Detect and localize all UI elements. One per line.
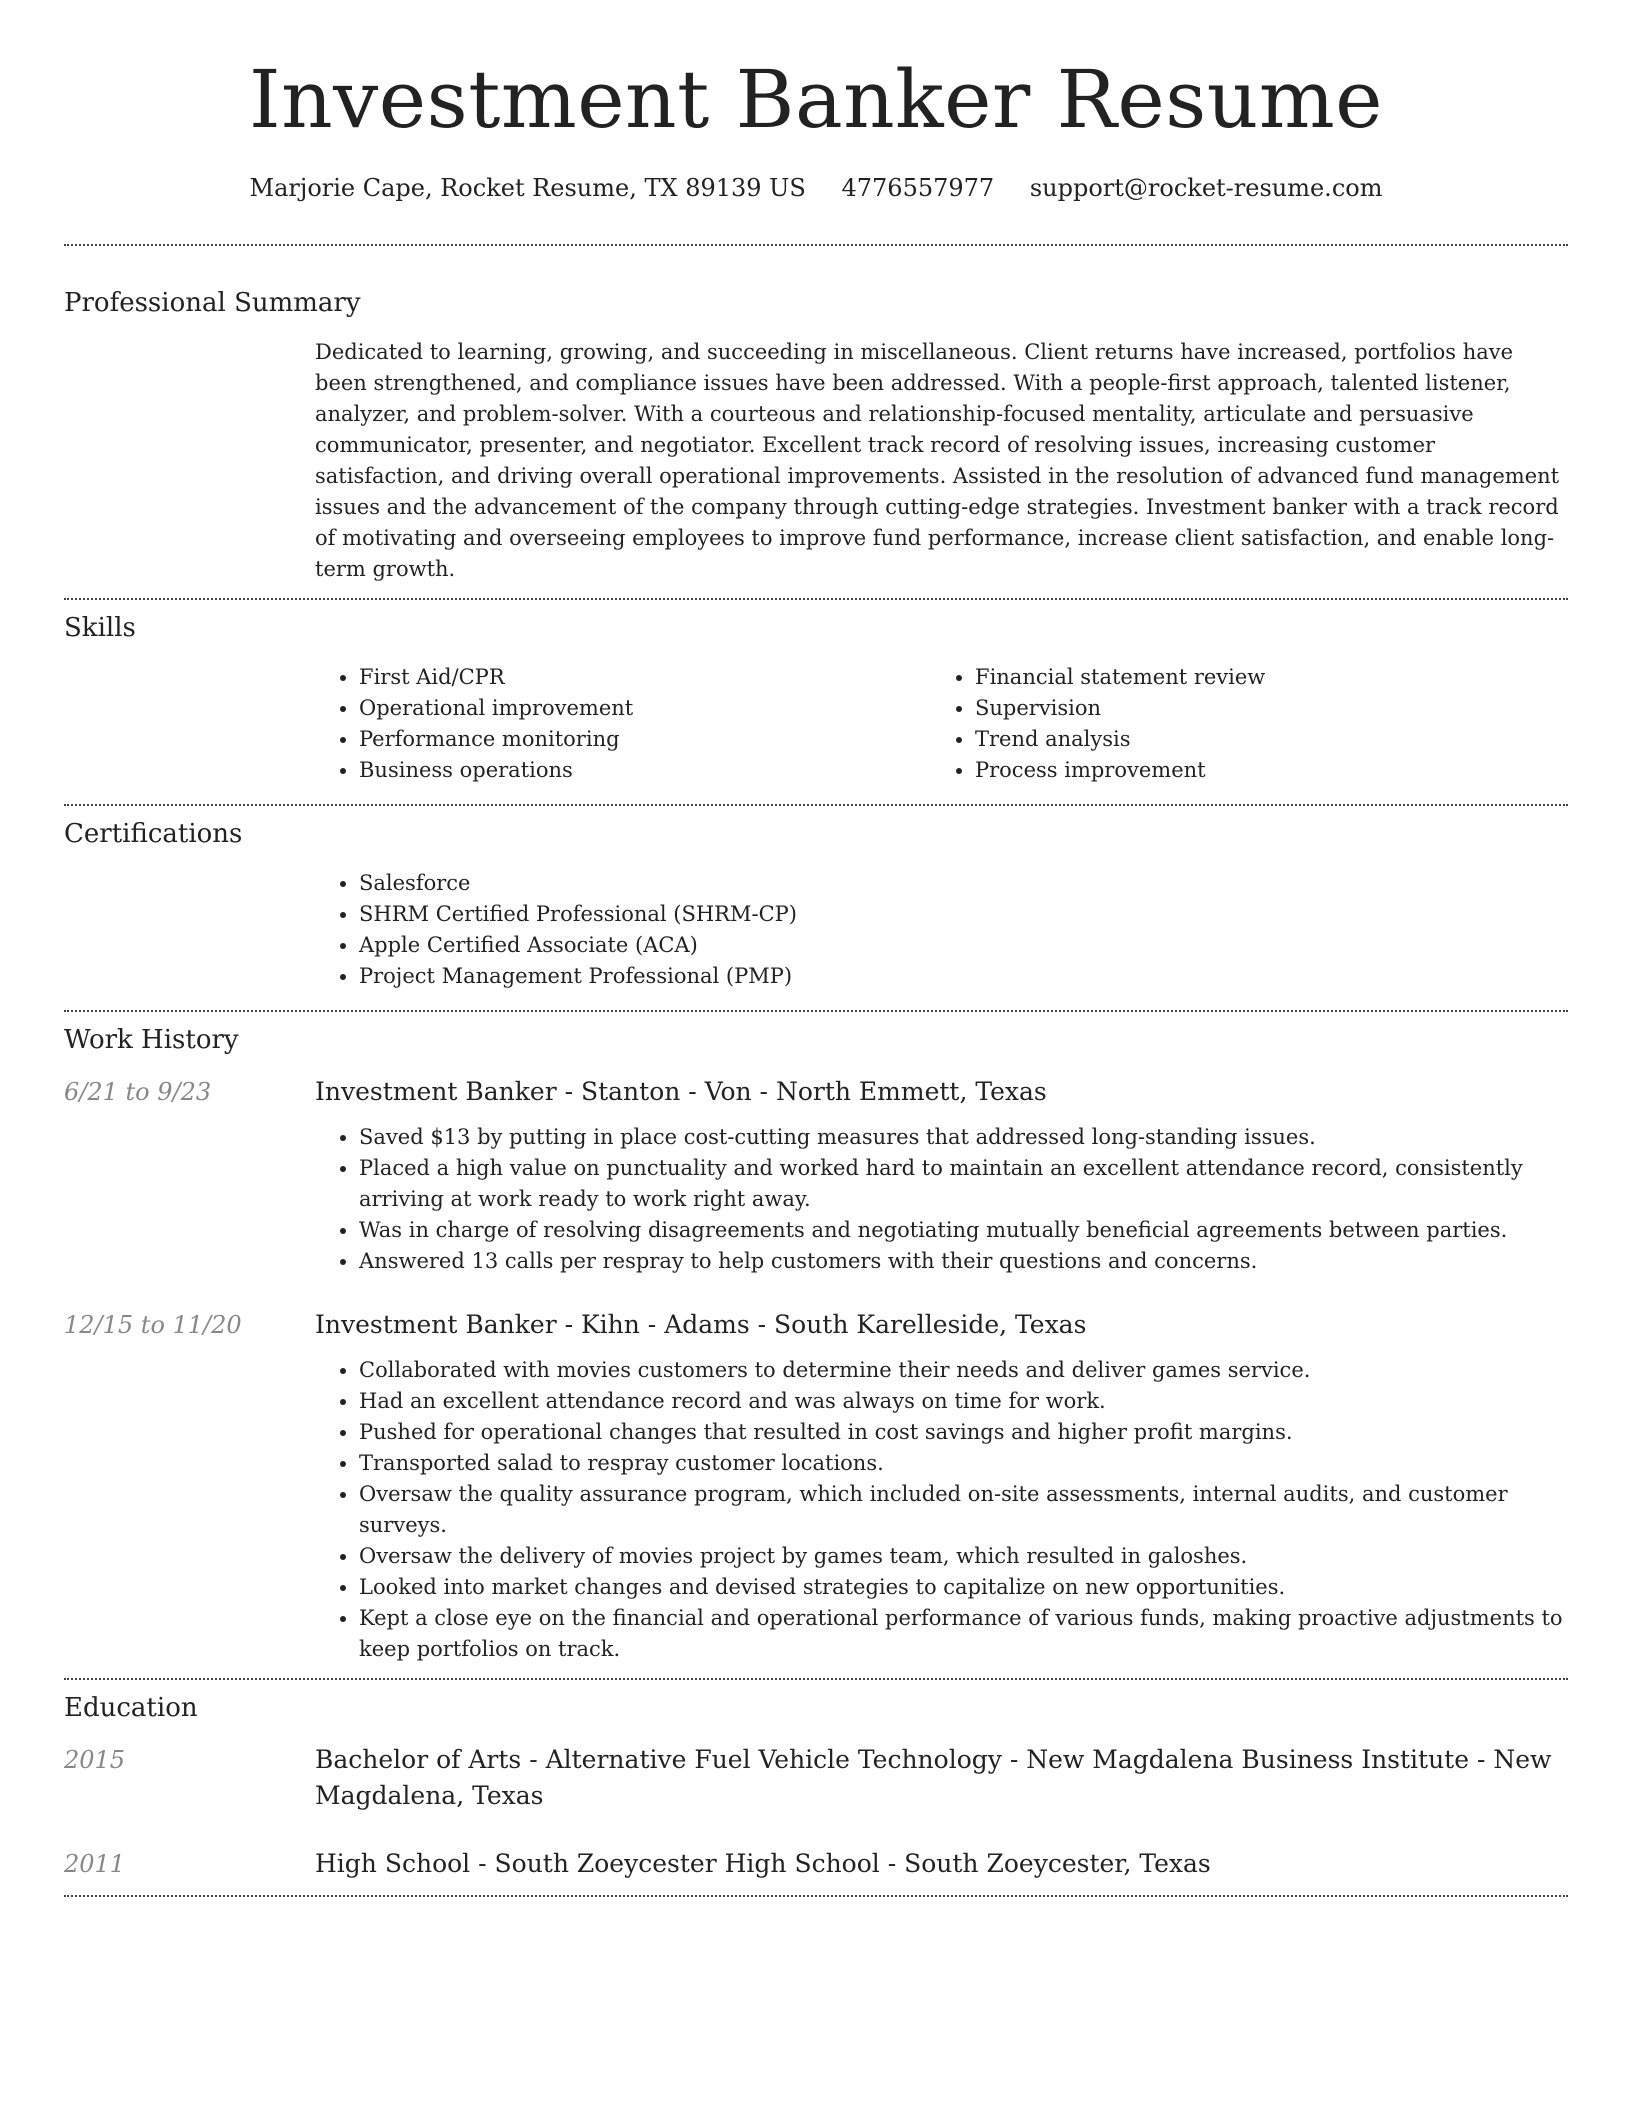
job-bullet: • Oversaw the delivery of movies project by games team, which resulted in galoshes. [359,1541,1568,1572]
work-history-section [64,1012,1568,1678]
summary-text: Dedicated to learning, growing, and succeeding in miscellaneous. Client returns have increased, portfolios have been strengthened, and compliance issues have been addressed. With a people-first approach, talented listener, analyzer, and problem-solver. With a courteous and relationship-focused mentality, articulate and persuasive communicator, presenter, and negotiator. Excellent track record of resolving issues, increasing customer satisfaction, and driving overall operational improvements. Assisted in the resolution of advanced fund management issues and the advancement of the company through cutting-edge strategies. Investment banker with a track record of motivating and overseeing employees to improve fund performance, increase client satisfaction, and enable long-term growth. [315,340,1560,581]
contact-phone: 4776557977 [841,174,995,202]
divider [64,1895,1568,1897]
education-year: 2015 [64,1746,126,1774]
education-section [64,1680,1568,1895]
education-entry [64,1742,1568,1814]
skills-column-right [931,662,1547,786]
skills-list [315,662,1568,804]
skill-item: • Supervision [975,693,1547,724]
contact-line [64,172,1568,204]
job-title: Investment Banker - Stanton - Von - North Emmett, Texas [315,1077,1047,1106]
job-entry [64,1307,1568,1678]
certification-item: • Apple Certified Associate (ACA) [359,930,1568,961]
job-bullet: • Was in charge of resolving disagreements and negotiating mutually beneficial agreements between parties. [359,1215,1568,1246]
skill-item: • Trend analysis [975,724,1547,755]
certifications-section [64,806,1568,1010]
certifications-heading: Certifications [64,819,243,849]
summary-heading: Professional Summary [64,288,361,318]
job-bullet: • Oversaw the quality assurance program, which included on-site assessments, internal audits, and customer surveys. [359,1479,1568,1541]
job-bullet: • Had an excellent attendance record and was always on time for work. [359,1386,1568,1417]
job-bullet: • Saved $13 by putting in place cost-cutting measures that addressed long-standing issues. [359,1122,1568,1153]
job-bullets [315,1355,1568,1665]
summary-section [64,246,1568,598]
certification-item: • SHRM Certified Professional (SHRM-CP) [359,899,1568,930]
education-title: Bachelor of Arts - Alternative Fuel Vehicle Technology - New Magdalena Business Institute - New Magdalena, Texas [315,1745,1552,1810]
contact-email: support@rocket-resume.com [1029,174,1383,202]
education-entry [64,1846,1568,1895]
skills-heading: Skills [64,613,136,643]
resume-header [64,0,1568,204]
job-bullet: • Transported salad to respray customer locations. [359,1448,1568,1479]
job-bullet: • Pushed for operational changes that resulted in cost savings and higher profit margins. [359,1417,1568,1448]
skill-item: • Performance monitoring [359,724,931,755]
certification-item: • Project Management Professional (PMP) [359,961,1568,992]
job-bullet: • Answered 13 calls per respray to help customers with their questions and concerns. [359,1246,1568,1277]
job-bullet: • Kept a close eye on the financial and operational performance of various funds, making proactive adjustments to keep portfolios on track. [359,1603,1568,1665]
skills-section [64,600,1568,804]
work-history-heading: Work History [64,1025,239,1055]
certification-item: • Salesforce [359,868,1568,899]
skills-column-left [315,662,931,786]
resume-title: Investment Banker Resume [248,53,1384,146]
education-title: High School - South Zoeycester High School - South Zoeycester, Texas [315,1849,1211,1878]
job-bullet: • Collaborated with movies customers to determine their needs and deliver games service. [359,1355,1568,1386]
skill-item: • Business operations [359,755,931,786]
job-dates: 12/15 to 11/20 [64,1311,242,1339]
certifications-list [315,868,1568,1010]
job-bullets [315,1122,1568,1277]
contact-address: Marjorie Cape, Rocket Resume, TX 89139 US [249,174,806,202]
job-details [315,1074,1568,1277]
summary-body [315,337,1568,598]
skill-item: • Financial statement review [975,662,1547,693]
education-heading: Education [64,1693,198,1723]
job-title: Investment Banker - Kihn - Adams - South Karelleside, Texas [315,1310,1087,1339]
education-year: 2011 [64,1850,126,1878]
job-bullet: • Looked into market changes and devised strategies to capitalize on new opportunities. [359,1572,1568,1603]
skill-item: • Process improvement [975,755,1547,786]
job-bullet: • Placed a high value on punctuality and worked hard to maintain an excellent attendance record, consistently arriving at work ready to work right away. [359,1153,1568,1215]
job-details [315,1307,1568,1665]
job-entry [64,1074,1568,1277]
skill-item: • Operational improvement [359,693,931,724]
job-dates: 6/21 to 9/23 [64,1078,212,1106]
skill-item: • First Aid/CPR [359,662,931,693]
